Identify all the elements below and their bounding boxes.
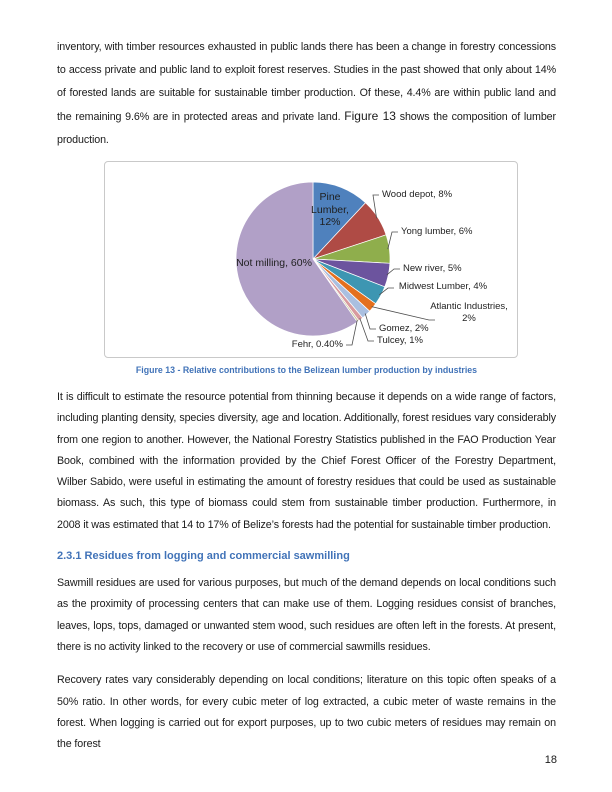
pie-label-midwest-lumber: Midwest Lumber, 4%	[398, 281, 488, 292]
paragraph-sawmill-residues: Sawmill residues are used for various purposes, but much of the demand depends on local conditions such as the proximity of processing centers that can make use of them. Logging residues consist of branches, leaves, lops, tops, damaged or unwanted stem wood, such residues are often left in the forests. At present, there is no activity linked to the recovery or use of commercial sawmills residues.	[57, 577, 556, 653]
pie-leader-line-gomez	[365, 314, 376, 330]
paragraph-intro	[57, 36, 556, 152]
paragraph-intro-tail: shows the composition of lumber production.	[57, 111, 556, 146]
paragraph-thinning-estimate: It is difficult to estimate the resource potential from thinning because it depends on a wide range of factors, including planting density, species diversity, age and location. Additionally, forest residues vary considerably from one region to another. However, the National Forestry Statistics published in the FAO Production Year Book, combined with the information provided by the Chief Forest Officer of the Forestry Department, Wilber Sabido, were useful in estimating the amount of forestry residues that could be used as sustainable biomass. As such, this type of biomass could stem from sustainable timber production. Furthermore, in 2008 it was estimated that 14 to 17% of Belize’s forests had the potential for sustainable timber production.	[57, 391, 556, 531]
pie-label-new-river: New river, 5%	[403, 263, 462, 274]
pie-label-yong-lumber: Yong lumber, 6%	[401, 226, 473, 237]
section-heading-2-3-1: 2.3.1 Residues from logging and commercial sawmilling	[57, 550, 350, 563]
figure-caption: Figure 13 - Relative contributions to the Belizean lumber production by industries	[135, 365, 478, 375]
pie-leader-line-tulcey	[360, 318, 374, 341]
pie-label-fehr: Fehr, 0.40%	[291, 339, 343, 350]
paragraph-intro-text: inventory, with timber resources exhausted in public lands there has been a change in forestry concessions to access private and public land to exploit forest reserves. Studies in the past showed that only about 14% of forested lands are suitable for sustainable timber production. Of these, 4.4% are within public land and the remaining 9.6% are in protected areas and private land.	[57, 41, 556, 123]
pie-label-gomez: Gomez, 2%	[379, 323, 429, 334]
page-content	[57, 36, 556, 755]
figure-13-reference: Figure 13	[344, 109, 396, 123]
pie-label-pine-lumber: Pine Lumber, 12%	[311, 191, 349, 228]
page-number: 18	[544, 754, 557, 766]
pie-label-wood-depot: Wood depot, 8%	[382, 189, 453, 200]
paragraph-recovery-rates: Recovery rates vary considerably depending on local conditions; literature on this topic often speaks of a 50% ratio. In other words, for every cubic meter of log extracted, a cubic meter of waste remains in the forest. When logging is carried out for export purposes, up to two cubic meters of residues may remain on the forest	[57, 674, 556, 751]
figure-13-pie-chart	[104, 161, 518, 358]
pie-label-not-milling: Not milling, 60%	[236, 257, 312, 269]
pie-label-atlantic-industries: Atlantic Industries, 2%	[430, 301, 508, 324]
pie-label-tulcey: Tulcey, 1%	[377, 335, 423, 346]
